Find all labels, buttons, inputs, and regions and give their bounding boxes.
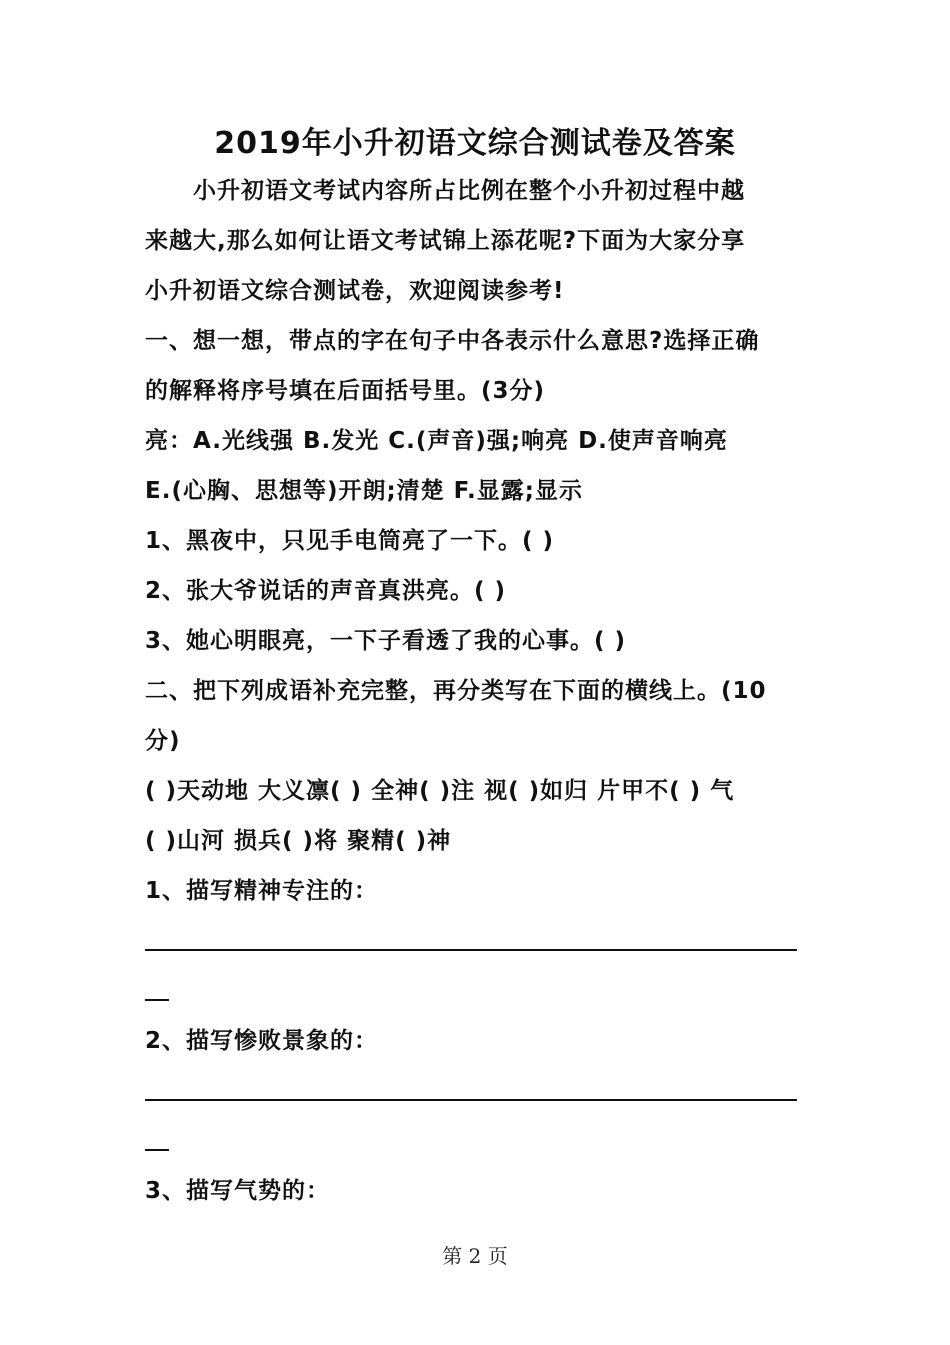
intro-line-3: 小升初语文综合测试卷，欢迎阅读参考! <box>145 278 565 304</box>
page-number: 第 2 页 <box>442 1244 508 1268</box>
answer-line-1-continuation <box>145 999 169 1001</box>
intro-line-1: 小升初语文考试内容所占比例在整个小升初过程中越 <box>145 178 745 204</box>
section2-prompt-1: 1、描写精神专注的： <box>145 878 379 904</box>
section2-idioms-line-1: ( )天动地 大义凛( ) 全神( )注 视( )如归 片甲不( ) 气 <box>145 778 735 804</box>
section2-heading-line-1: 二、把下列成语补充完整，再分类写在下面的横线上。(10 <box>145 678 767 704</box>
section1-question-2: 2、张大爷说话的声音真洪亮。( ) <box>145 578 507 604</box>
section1-heading-line-1: 一、想一想，带点的字在句子中各表示什么意思?选择正确 <box>145 328 760 354</box>
section1-options-line-2: E.(心胸、思想等)开朗;清楚 F.显露;显示 <box>145 478 583 504</box>
answer-line-2-continuation <box>145 1149 169 1151</box>
section2-heading-line-2: 分) <box>145 728 181 754</box>
intro-line-2: 来越大,那么如何让语文考试锦上添花呢?下面为大家分享 <box>145 228 746 254</box>
answer-line-1 <box>145 949 797 951</box>
section1-options-line-1: 亮：A.光线强 B.发光 C.(声音)强;响亮 D.使声音响亮 <box>145 428 728 454</box>
answer-line-2 <box>145 1099 797 1101</box>
section1-question-1: 1、黑夜中，只见手电筒亮了一下。( ) <box>145 528 555 554</box>
page-title: 2019年小升初语文综合测试卷及答案 <box>214 126 736 161</box>
section1-heading-line-2: 的解释将序号填在后面括号里。(3分) <box>145 378 546 404</box>
section2-idioms-line-2: ( )山河 损兵( )将 聚精( )神 <box>145 828 452 854</box>
section2-prompt-2: 2、描写惨败景象的： <box>145 1028 379 1054</box>
section1-question-3: 3、她心明眼亮，一下子看透了我的心事。( ) <box>145 628 627 654</box>
section2-prompt-3: 3、描写气势的： <box>145 1178 331 1204</box>
